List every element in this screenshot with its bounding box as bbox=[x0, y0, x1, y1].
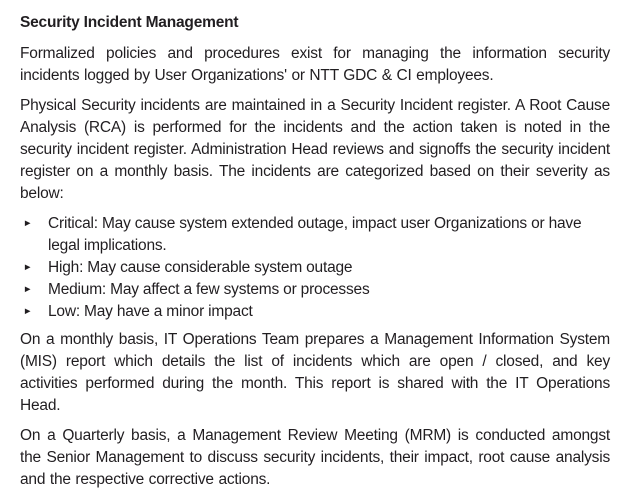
paragraph-mrm-review: On a Quarterly basis, a Management Review Meeting (MRM) is conducted amongst the Senior Management to discuss security incidents, their impact, root cause analysis and the respective corrective actions. bbox=[20, 427, 610, 488]
triangle-bullet-icon: ► bbox=[23, 306, 33, 317]
list-item-high bbox=[20, 257, 610, 279]
paragraph-mis-report: On a monthly basis, IT Operations Team prepares a Management Information System (MIS) report which details the list of incidents which are open / closed, and key activities performed during the month. This report is shared with the IT Operations Head. bbox=[20, 331, 610, 414]
list-item-text: Low: May have a minor impact bbox=[48, 303, 253, 320]
severity-list bbox=[20, 213, 610, 323]
list-item-critical bbox=[20, 213, 610, 257]
paragraph-incident-register: Physical Security incidents are maintained in a Security Incident register. A Root Cause Analysis (RCA) is performed for the incidents and the action taken is noted in the security incident register. Administration Head reviews and signoffs the security incident register on a monthly basis. The incidents are categorized based on their severity as below: bbox=[20, 97, 610, 202]
paragraph-formalized-policies: Formalized policies and procedures exist for managing the information security incidents logged by User Organizations' or NTT GDC & CI employees. bbox=[20, 45, 610, 84]
list-item-low bbox=[20, 301, 610, 323]
list-item-text: Medium: May affect a few systems or processes bbox=[48, 281, 370, 298]
triangle-bullet-icon: ► bbox=[23, 218, 33, 229]
triangle-bullet-icon: ► bbox=[23, 262, 33, 273]
triangle-bullet-icon: ► bbox=[23, 284, 33, 295]
section-title: Security Incident Management bbox=[20, 14, 239, 31]
list-item-text: High: May cause considerable system outage bbox=[48, 259, 353, 276]
list-item-medium bbox=[20, 279, 610, 301]
list-item-text: Critical: May cause system extended outage, impact user Organizations or have legal implications. bbox=[48, 215, 582, 254]
